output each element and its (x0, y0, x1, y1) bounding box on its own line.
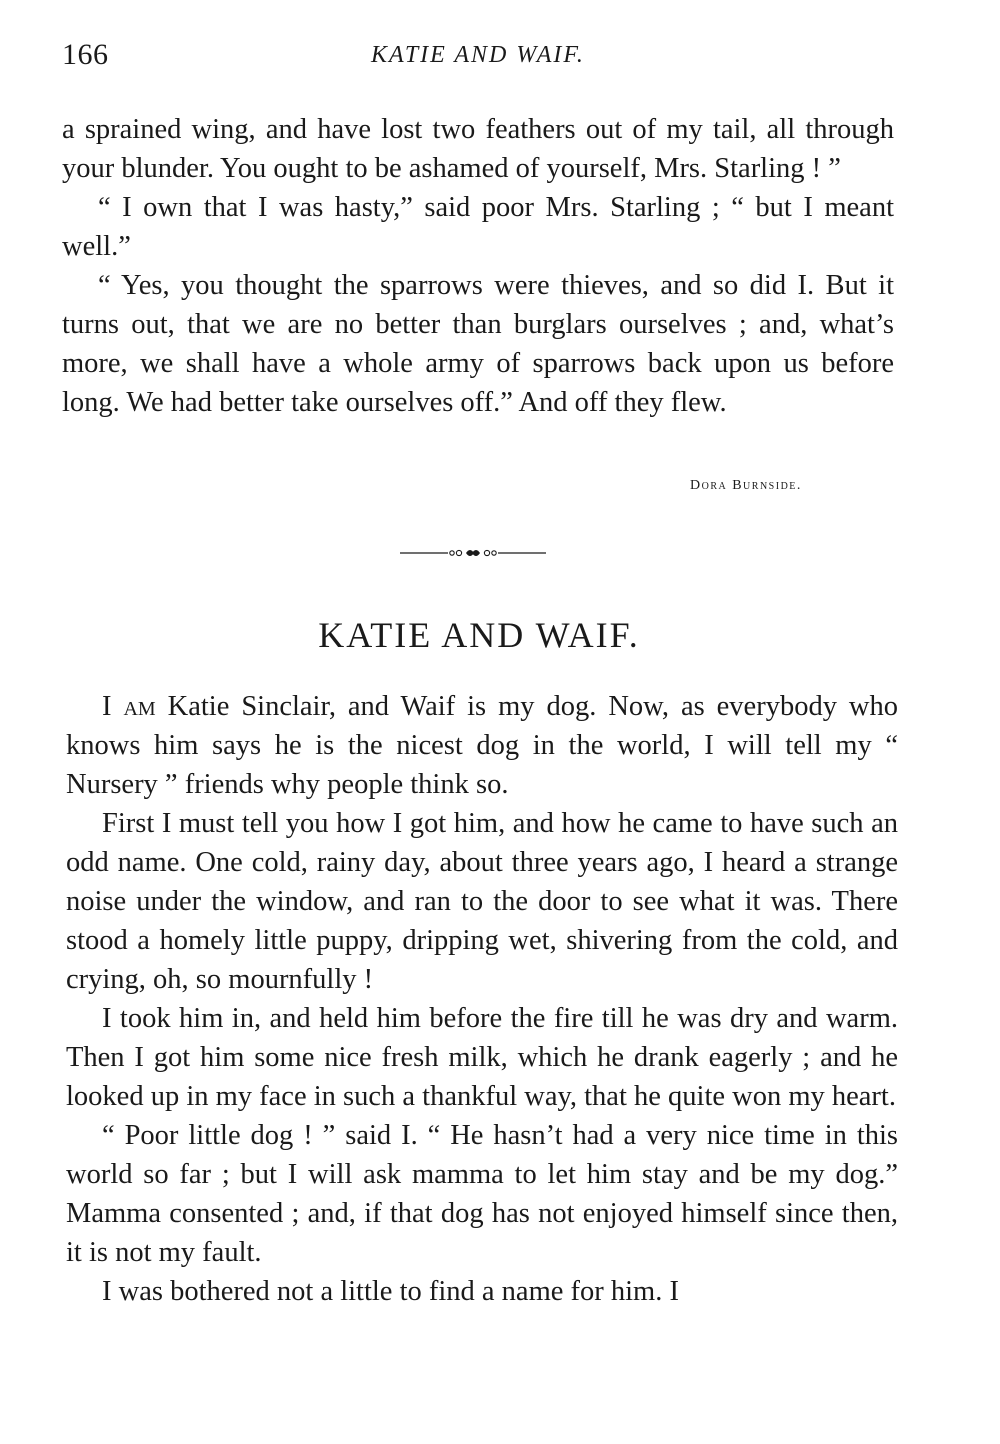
running-head: KATIE AND WAIF. (371, 42, 585, 68)
opening-smallcaps: am (123, 691, 156, 722)
paragraph: I took him in, and held him before the fire till he was dry and warm. Then I got him some nice fresh milk, which he drank eagerly ; and he looked up in my face in such a thankful way, that he quite won my heart. (66, 1003, 898, 1112)
paragraph: “ Poor little dog ! ” said I. “ He hasn’t had a very nice time in this world so far ; but I will ask mamma to let him stay and be my dog.” Mamma consented ; and, if that dog has not enjoyed himself since then, it is not my fault. (66, 1120, 898, 1268)
page-header (62, 38, 894, 78)
opening-word: I (102, 691, 124, 722)
paragraph: “ I own that I was hasty,” said poor Mrs. Starling ; “ but I meant well.” (62, 192, 894, 262)
story-body (66, 687, 898, 1311)
page-number: 166 (62, 38, 109, 71)
paragraph: I was bothered not a little to find a name for him. I (102, 1276, 679, 1307)
story-title: KATIE AND WAIF. (318, 615, 640, 655)
previous-story-ending (62, 110, 894, 422)
author-signature: Dora Burnside. (690, 478, 802, 493)
paragraph: “ Yes, you thought the sparrows were thieves, and so did I. But it turns out, that we are no better than burglars ourselves ; and, what’s more, we shall have a whole army of sparrows back upon us before long. We had better take ourselves off.” And off they flew. (62, 270, 894, 418)
paragraph (66, 687, 898, 804)
paragraph: a sprained wing, and have lost two feathers out of my tail, all through your blunder. You ought to be ashamed of yourself, Mrs. Starling ! ” (62, 114, 894, 184)
paragraph: First I must tell you how I got him, and how he came to have such an odd name. One cold, rainy day, about three years ago, I heard a strange noise under the window, and ran to the door to see what it was. There stood a homely little puppy, dripping wet, shivering from the cold, and crying, oh, so mournfully ! (66, 808, 898, 995)
ornament-divider (400, 543, 546, 563)
paragraph-text: Katie Sinclair, and Waif is my dog. Now, as everybody who knows him says he is the nicest dog in the world, I will tell my “ Nursery ” friends why people think so. (66, 691, 898, 800)
